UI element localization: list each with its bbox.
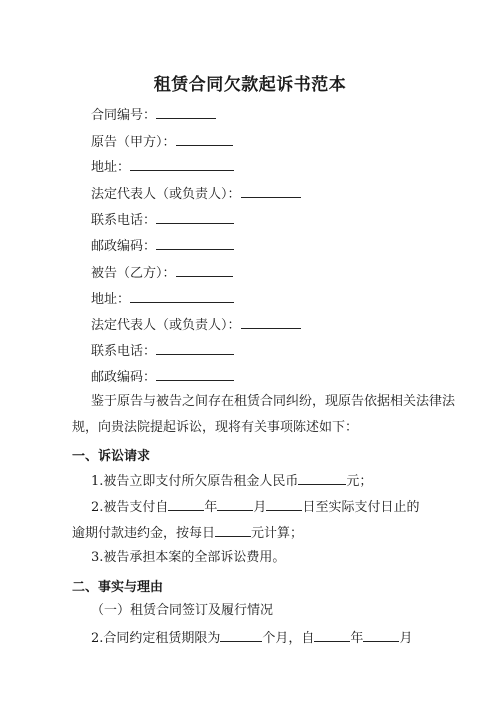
section-heading-facts: 二、事实与理由 <box>72 580 164 595</box>
facts-subheading-1: （一）租赁合同签订及履行情况 <box>91 603 274 618</box>
facts-text: 年 <box>350 631 364 646</box>
blank-line <box>156 236 234 250</box>
blank-line <box>156 210 234 224</box>
claim-text: 元； <box>346 474 373 489</box>
facts-text: 月 <box>399 631 413 646</box>
field-label: 合同编号： <box>91 108 157 123</box>
claim-item-3: 3.被告承担本案的全部诉讼费用。 <box>91 550 286 565</box>
intro-line-2: 规，向贵法院提起诉讼，现将有关事项陈述如下： <box>72 420 359 435</box>
field-defendant <box>91 263 233 283</box>
document-title: 租赁合同欠款起诉书范本 <box>153 75 347 95</box>
blank-line <box>130 157 234 171</box>
blank-line <box>176 132 233 146</box>
claim-text: 元计算； <box>251 526 304 541</box>
section-heading-claims: 一、诉讼请求 <box>72 449 151 464</box>
field-plaintiff-postcode <box>91 236 234 256</box>
field-label: 联系电话： <box>91 213 157 228</box>
blank-line <box>156 105 216 119</box>
claim-text: 逾期付款违约金，按每日 <box>72 526 216 541</box>
blank-line <box>220 628 262 642</box>
field-label: 邮政编码： <box>91 239 157 254</box>
blank-line <box>266 497 302 511</box>
blank-line <box>215 523 251 537</box>
field-defendant-postcode <box>91 367 234 387</box>
facts-text: 个月，自 <box>262 631 315 646</box>
blank-line <box>363 628 399 642</box>
field-label: 原告（甲方）： <box>91 135 176 150</box>
facts-item-1 <box>91 628 412 648</box>
field-label: 被告（乙方）： <box>91 266 176 281</box>
claim-item-1 <box>91 471 372 491</box>
facts-text: 2.合同约定租赁期限为 <box>91 631 221 646</box>
blank-line <box>176 263 233 277</box>
blank-line <box>130 289 234 303</box>
field-defendant-phone <box>91 341 234 361</box>
claim-item-2 <box>91 497 419 517</box>
blank-line <box>156 341 234 355</box>
field-label: 联系电话： <box>91 344 157 359</box>
blank-line <box>241 184 301 198</box>
claim-text: 2.被告支付自 <box>91 500 169 515</box>
field-label: 邮政编码： <box>91 370 157 385</box>
blank-line <box>241 315 301 329</box>
field-defendant-address <box>91 289 234 309</box>
field-label: 地址： <box>91 292 131 307</box>
claim-text: 月 <box>253 500 267 515</box>
field-label: 法定代表人（或负责人）： <box>91 318 241 333</box>
intro-line-1: 鉴于原告与被告之间存在租赁合同纠纷，现原告依据相关法律法 <box>91 394 456 409</box>
blank-line <box>217 497 253 511</box>
field-label: 地址： <box>91 160 131 175</box>
blank-line <box>168 497 204 511</box>
field-plaintiff <box>91 132 233 152</box>
field-label: 法定代表人（或负责人）： <box>91 187 241 202</box>
field-plaintiff-phone <box>91 210 234 230</box>
claim-text: 年 <box>204 500 218 515</box>
claim-text: 日至实际支付日止的 <box>302 500 420 515</box>
claim-text: 1.被告立即支付所欠原告租金人民币 <box>91 474 299 489</box>
blank-line <box>314 628 350 642</box>
blank-line <box>156 367 234 381</box>
field-plaintiff-address <box>91 157 234 177</box>
field-defendant-representative <box>91 315 301 335</box>
blank-line <box>298 471 346 485</box>
field-plaintiff-representative <box>91 184 301 204</box>
claim-item-2-continued <box>72 523 303 543</box>
field-contract-number <box>91 105 216 125</box>
